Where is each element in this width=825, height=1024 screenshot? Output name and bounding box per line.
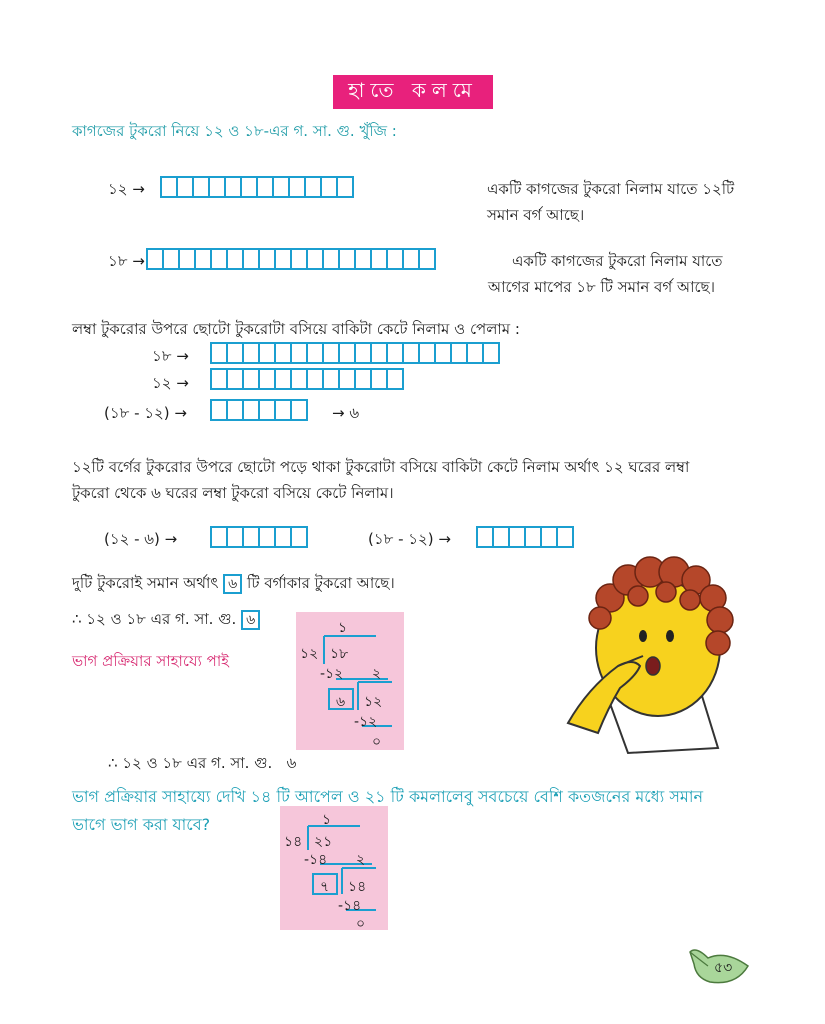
overlay-18-label: ১৮ → [152, 347, 189, 365]
strip-12 [160, 176, 352, 198]
strip-cell [386, 368, 404, 390]
div1-sub2: -১২ [354, 714, 378, 730]
strip-18 [146, 248, 434, 270]
heading-paper-gcd: কাগজের টুকরো নিয়ে ১২ ও ১৮-এর গ. সা. গু. খুঁজি : [72, 122, 397, 140]
strip-12-desc-line2: সমান বর্গ আছে। [487, 206, 585, 224]
leaf-icon [686, 944, 756, 988]
div1-sub1: -১২ [320, 666, 344, 682]
question-line1: ভাগ প্রক্রিয়ার সাহায্যে দেখি ১৪ টি আপেল ও ২১ টি কমলালেবু সবচেয়ে বেশি কতজনের মধ্যে সমান [72, 787, 704, 806]
strip-18-desc-line1: একটি কাগজের টুকরো নিলাম যাতে [512, 252, 723, 270]
div2-remainder: ৭ [320, 879, 330, 895]
strip-cell [418, 248, 436, 270]
div1-q2: ২ [372, 666, 382, 682]
div2-next: ১৪ [348, 879, 367, 895]
therefore-line1 [72, 608, 260, 633]
strip-12-label: ১২ → [108, 180, 145, 198]
overlay-diff-result: → ৬ [332, 404, 360, 422]
pair-right-strip [476, 526, 572, 548]
division-panel-2 [280, 806, 388, 930]
division-panel-1 [296, 612, 404, 750]
strip-18-desc-line2: আগের মাপের ১৮ টি সমান বর্গ আছে। [488, 278, 715, 296]
paragraph-line1: ১২টি বর্গের টুকরোর উপরে ছোটো পড়ে থাকা টুকরোটা বসিয়ে বাকিটা কেটে নিলাম অর্থাৎ ১২ ঘরের লম্বা [72, 458, 690, 476]
page-number: ৫৩ [714, 960, 733, 976]
div1-remainder: ৬ [336, 694, 346, 710]
div1-next: ১২ [364, 694, 383, 710]
therefore-line2: ∴ ১২ ও ১৮ এর গ. সা. গু. ৬ [108, 754, 297, 772]
div1-q1: ১ [338, 620, 348, 636]
strip-cell [556, 526, 574, 548]
therefore1-num-box: ৬ [241, 610, 260, 630]
therefore1-text: ∴ ১২ ও ১৮ এর গ. সা. গু. [72, 610, 237, 628]
division-heading: ভাগ প্রক্রিয়ার সাহায্যে পাই [72, 652, 229, 670]
question-line2: ভাগে ভাগ করা যাবে? [72, 815, 211, 834]
overlay-diff-strip [210, 399, 306, 421]
section-banner: হাতে কলমে [333, 75, 493, 109]
overlay-diff-label: (১৮ - ১২) → [104, 404, 187, 422]
strip-12-desc-line1: একটি কাগজের টুকরো নিলাম যাতে ১২টি [487, 180, 735, 198]
div2-sub1: -১৪ [304, 852, 328, 868]
div1-divisor: ১২ [300, 646, 319, 662]
overlay-12-strip [210, 368, 402, 390]
div1-final: ০ [372, 734, 382, 750]
overlay-18-strip [210, 342, 498, 364]
equal-num-box: ৬ [223, 574, 242, 594]
pair-left-label: (১২ - ৬) → [104, 530, 178, 548]
strip-cell [482, 342, 500, 364]
pair-right-label: (১৮ - ১২) → [368, 530, 451, 548]
strip-cell [336, 176, 354, 198]
div2-q1: ১ [322, 812, 332, 828]
paragraph-line2: টুকরো থেকে ৬ ঘরের লম্বা টুকরো বসিয়ে কেটে নিলাম। [72, 484, 394, 502]
pair-left-strip [210, 526, 306, 548]
div2-final: ০ [356, 916, 366, 932]
equal-pre: দুটি টুকরোই সমান অর্থাৎ [72, 574, 219, 592]
strip-cell [290, 399, 308, 421]
overlay-12-label: ১২ → [152, 374, 189, 392]
equal-pieces-line [72, 572, 395, 597]
div2-sub2: -১৪ [338, 898, 362, 914]
strip-18-label: ১৮ → [108, 252, 145, 270]
div2-q2: ২ [356, 852, 366, 868]
div2-divisor: ১৪ [284, 834, 303, 850]
equal-post: টি বর্গাকার টুকরো আছে। [247, 574, 395, 592]
strip-cell [290, 526, 308, 548]
boy-thinking-icon [548, 548, 738, 758]
div2-dividend: ২১ [314, 834, 333, 850]
div1-dividend: ১৮ [330, 646, 349, 662]
overlay-intro: লম্বা টুকরোর উপরে ছোটো টুকরোটা বসিয়ে বাকিটা কেটে নিলাম ও পেলাম : [72, 320, 520, 338]
